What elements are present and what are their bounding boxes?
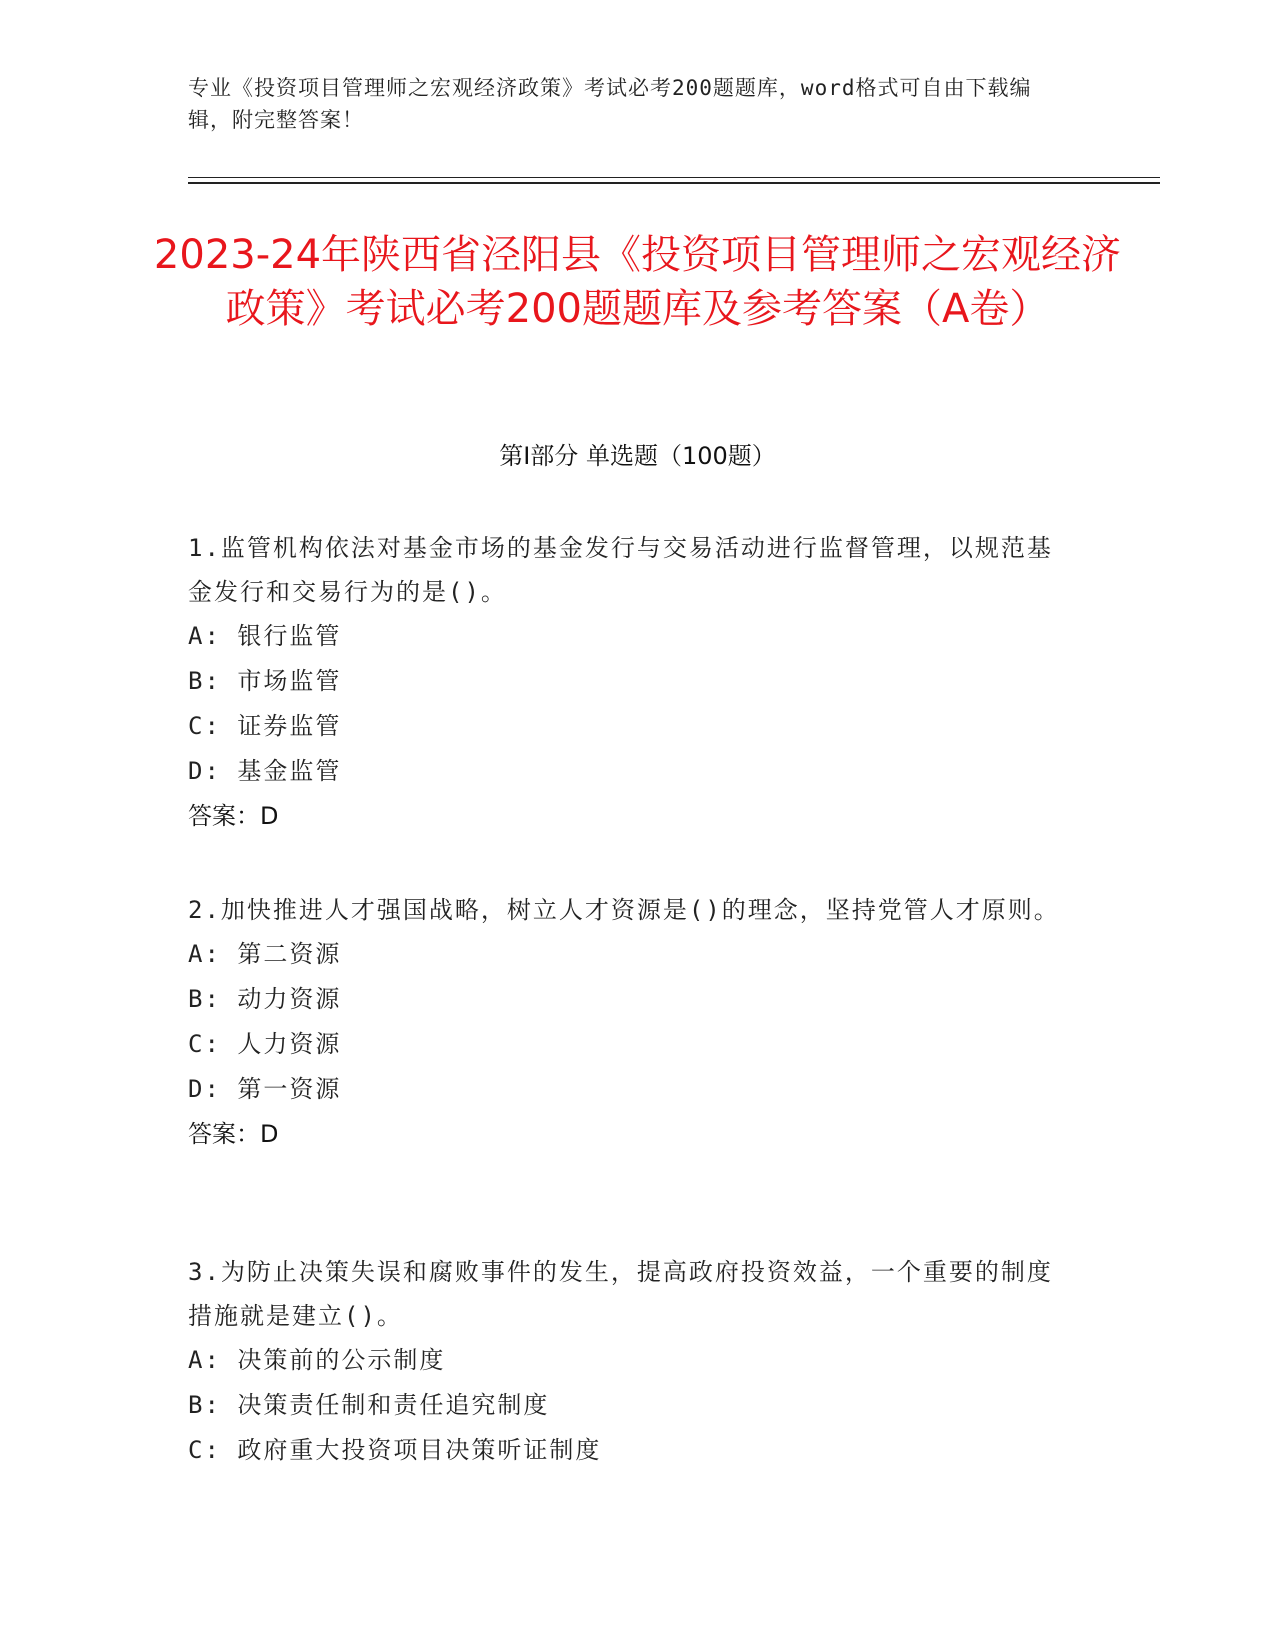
question-stem: 3.为防止决策失误和腐败事件的发生，提高政府投资效益，一个重要的制度措施就是建立()。 [188, 1258, 1053, 1330]
header-divider-thick [188, 182, 1160, 184]
question-2 [188, 888, 1068, 1157]
question-3 [188, 1250, 1068, 1473]
answer-line: 答案：D [188, 1120, 279, 1148]
option-b: B: 决策责任制和责任追究制度 [188, 1391, 550, 1419]
question-stem: 1.监管机构依法对基金市场的基金发行与交易活动进行监督管理，以规范基金发行和交易行为的是()。 [188, 534, 1053, 606]
answer-line: 答案：D [188, 802, 279, 830]
header-divider-thin [188, 177, 1160, 178]
option-c: C: 人力资源 [188, 1030, 342, 1058]
option-a: A: 决策前的公示制度 [188, 1346, 446, 1374]
document-title: 2023-24年陕西省泾阳县《投资项目管理师之宏观经济政策》考试必考200题题库及参考答案（A卷） [153, 232, 1122, 332]
option-b: B: 动力资源 [188, 985, 342, 1013]
section-heading: 第Ⅰ部分 单选题（100题） [499, 442, 776, 470]
option-d: D: 第一资源 [188, 1075, 342, 1103]
option-d: D: 基金监管 [188, 757, 342, 785]
option-b: B: 市场监管 [188, 667, 342, 695]
header-note: 专业《投资项目管理师之宏观经济政策》考试必考200题题库，word格式可自由下载编辑，附完整答案！ [188, 76, 1032, 132]
question-stem: 2.加快推进人才强国战略，树立人才资源是()的理念，坚持党管人才原则。 [188, 896, 1060, 924]
option-c: C: 证券监管 [188, 712, 342, 740]
option-c: C: 政府重大投资项目决策听证制度 [188, 1436, 602, 1464]
question-1 [188, 526, 1068, 839]
option-a: A: 第二资源 [188, 940, 342, 968]
option-a: A: 银行监管 [188, 622, 342, 650]
